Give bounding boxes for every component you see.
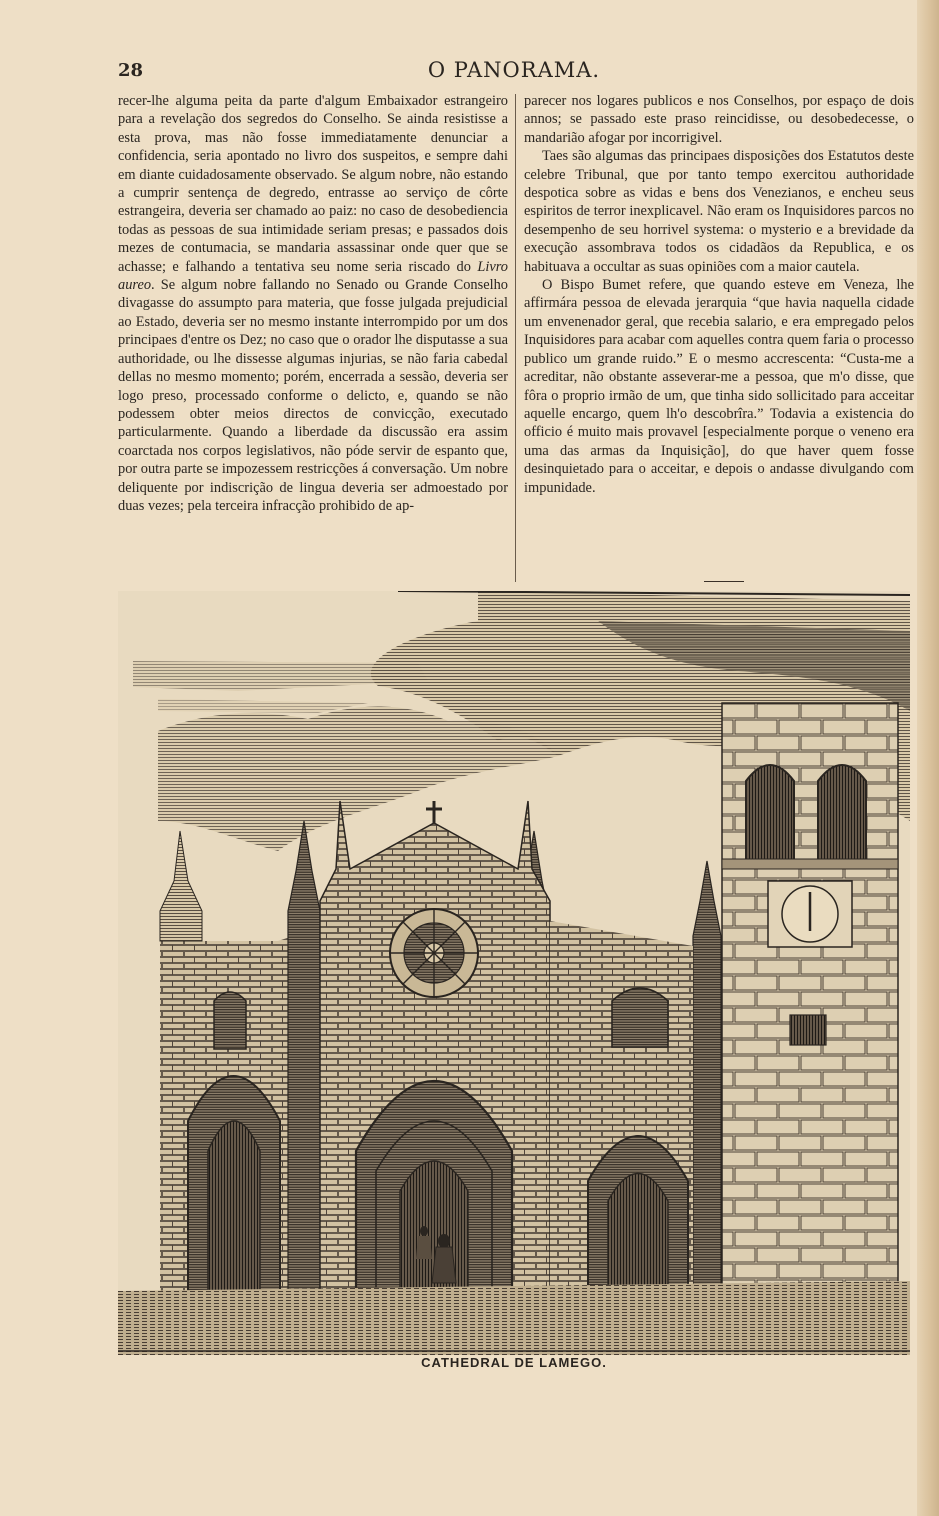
engraving-image: [118, 591, 910, 1355]
left-text-2: . Se algum nobre fallando no Senado ou Grande Conselho divagasse do assumpto para materia, que fosse julgada prejudicial ao Estado, deveria ser no mesmo instante interrompido por um dos principaes d'entre os Dez; no caso que o orador lhe disputasse a sua authoridade, ou lhe dissesse algumas injurias, se não faria cabedal dellas no mesmo momento; porém, encerrada a sessão, deveria ser logo preso, processado conforme o delicto, e, quando se não podessem obter meios directos de convicção, executado particularmente. Quando a liberdade da discussão era assim coarctada nos corpos legislativos, não póde servir de espanto que, por outra parte se impozessem restricções á conversação. Um nobre deliquente por indiscrição de lingua deveria ser admoestado por duas vezes; pela terceira infracção prohibido de ap-: [118, 277, 508, 514]
page-number: 28: [118, 60, 144, 81]
page-header: [118, 56, 910, 90]
left-paragraph: [118, 92, 508, 515]
figure-caption: CATHEDRAL DE LAMEGO.: [421, 1355, 607, 1370]
column-rule: [515, 94, 516, 582]
right-paragraph-1: parecer nos logares publicos e nos Conselhos, por espaço de dois annos; se passado este praso reincidisse, ou desobedecesse, o mandarião afogar por incorrigivel.: [524, 93, 914, 146]
left-column: [118, 92, 508, 582]
right-paragraph-3: O Bispo Bumet refere, que quando esteve em Veneza, lhe affirmára pessoa de elevada jerarquia “que havia naquella cidade um envenenador geral, que recebia salario, e era empregado pelos Inquisidores para acabar com aquelles contra quem faria o processo publico um grande ruido.” E o mesmo accrescenta: “Custa-me a acreditar, não obstante asseverar-me a pessoa, que m'o disse, que fôra o proprio irmão de um, que tinha sido sollicitado para acceitar aquelle encargo, quem lh'o descobrîra.” Todavia a existencia do officio é muito mais provavel [especialmente porque o veneno era uma das armas da Inquisição], do que haver quem fosse desinquietado para o acceitar, e depois o andasse divulgando com impunidade.: [524, 277, 914, 496]
cathedral-engraving: [118, 591, 910, 1355]
page-edge: [917, 0, 939, 1516]
right-paragraph-2: Taes são algumas das principaes disposições dos Estatutos deste celebre Tribunal, que por tanto tempo exercitou authoridade despotica sobre as vidas e bens dos Venezianos, e encheu seus espiritos de terror inexplicavel. Não eram os Inquisidores parcos no desempenho de seu horrivel systema: o mysterio e a brevidade da execução assombrava todos os cidadãos da Republica, e os habituava a occultar as suas opiniões com a maior cautela.: [524, 148, 914, 275]
end-rule: [704, 581, 744, 582]
livro-aureo-italic: Livro aureo: [118, 258, 508, 294]
right-column: [524, 92, 914, 582]
journal-title: O PANORAMA.: [427, 58, 601, 82]
left-text-1: recer-lhe alguma peita da parte d'algum Embaixador estrangeiro para a revelação dos segredos do Conselho. Se ainda resistisse a esta prova, mas não fosse immediatamente denunciar a confidencia, seria apontado no livro dos suspeitos, e sempre dahi em diante cuidadosamente observado. Se algum nobre, não estando a cumprir sentença de degredo, entrasse ao serviço de côrte estrangeira, deveria ser chamado ao paiz: no caso de desobediencia todas as pessoas de sua intimidade seriam presas; e passados dois mezes de contumacia, se mandaria assassinar onde quer que se achasse; e falhando a tentativa seu nome seria riscado do: [118, 93, 508, 275]
